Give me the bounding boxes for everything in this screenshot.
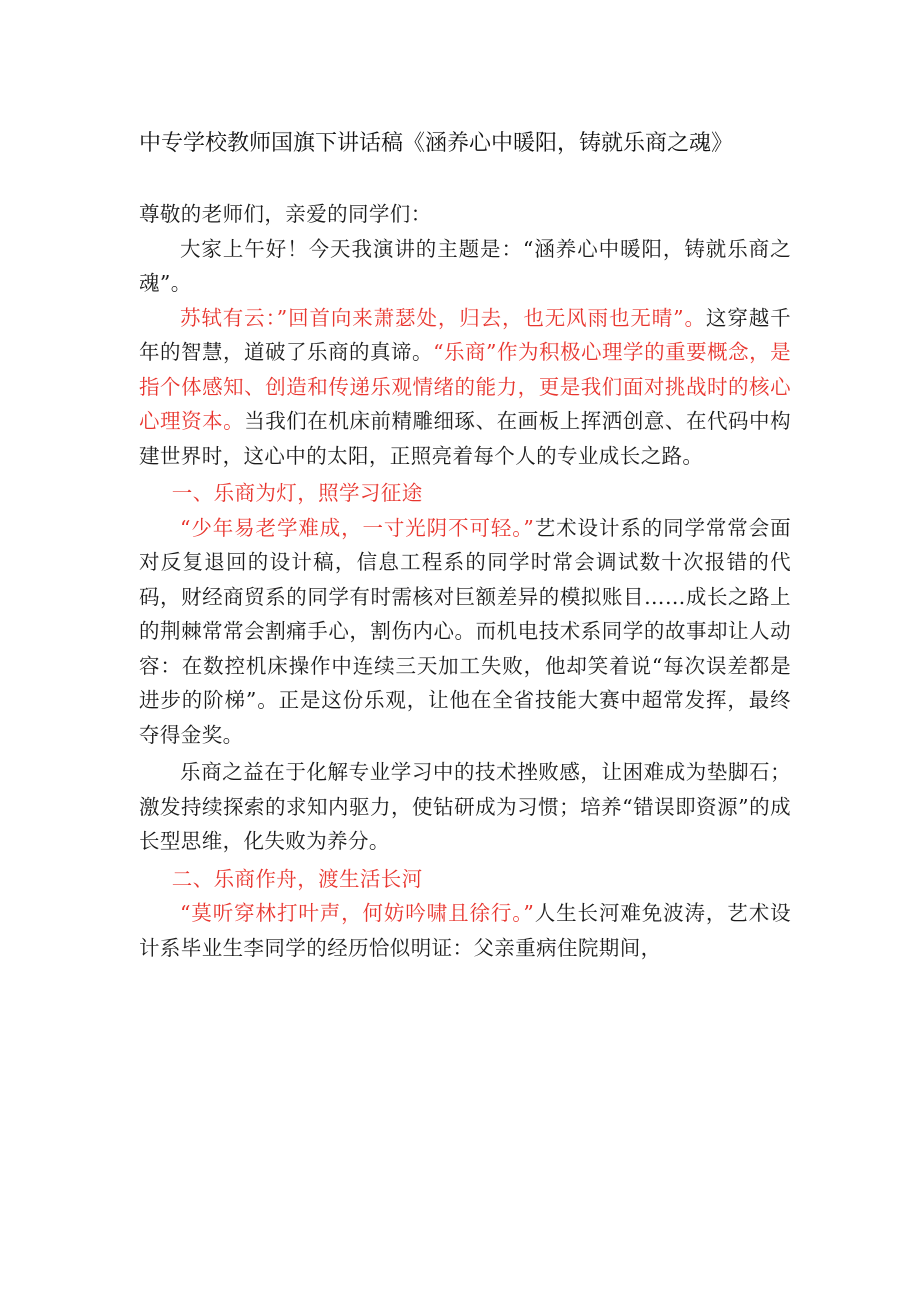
paragraph-life — [139, 896, 791, 965]
life-quote: “莫听穿林打叶声，何妨吟啸且徐行。” — [180, 901, 535, 925]
paragraph-text: 人生长河难免波涛，艺术设计系毕业生李同学的经历恰似明证：父亲重病住院期间， — [139, 901, 791, 960]
paragraph-study — [139, 511, 791, 753]
su-shi-quote: 苏轼有云：”回首向来萧瑟处，归去，也无风雨也无晴”。 — [180, 305, 706, 330]
intro-paragraph: 大家上午好！今天我演讲的主题是：“涵养心中暖阳，铸就乐商之魂”。 — [139, 236, 791, 295]
document-title: 中专学校教师国旗下讲话稿《涵养心中暖阳，铸就乐商之魂》 — [139, 131, 734, 156]
study-quote: “少年易老学难成，一寸光阴不可轻。” — [180, 515, 535, 540]
paragraph-text: 这穿越千年的智慧，道破了乐商的真谛。 — [139, 305, 791, 364]
document-body — [139, 197, 791, 965]
section-heading-2: 二、乐商作舟，渡生活长河 — [171, 866, 423, 891]
lequotient-definition: “乐商”作为积极心理学的重要概念，是指个体感知、创造和传递乐观情绪的能力，更是我们面对挑战时的核心心理资本。 — [139, 340, 791, 433]
paragraph-text: 艺术设计系的同学常常会面对反复退回的设计稿，信息工程系的同学时常会调试数十次报错的代码，财经商贸系的同学有时需核对巨额差异的模拟账目……成长之路上的荆棘常常会割痛手心，割伤内心。而机电技术系同学的故事却让人动容：在数控机床操作中连续三天加工失败，他却笑着说“每次误差都是进步的阶梯”。正是这份乐观，让他在全省技能大赛中超常发挥，最终夺得金奖。 — [139, 515, 791, 747]
section-heading-1: 一、乐商为灯，照学习征途 — [171, 481, 423, 505]
paragraph-benefits: 乐商之益在于化解专业学习中的技术挫败感，让困难成为垫脚石；激发持续探索的求知内驱力，使钻研成为习惯；培养“错误即资源”的成长型思维，化失败为养分。 — [139, 760, 791, 853]
paragraph-su-shi — [139, 301, 791, 474]
paragraph-text: 当我们在机床前精雕细琢、在画板上挥洒创意、在代码中构建世界时，这心中的太阳，正照亮着每个人的专业成长之路。 — [139, 409, 791, 468]
salutation: 尊敬的老师们，亲爱的同学们： — [139, 202, 432, 226]
